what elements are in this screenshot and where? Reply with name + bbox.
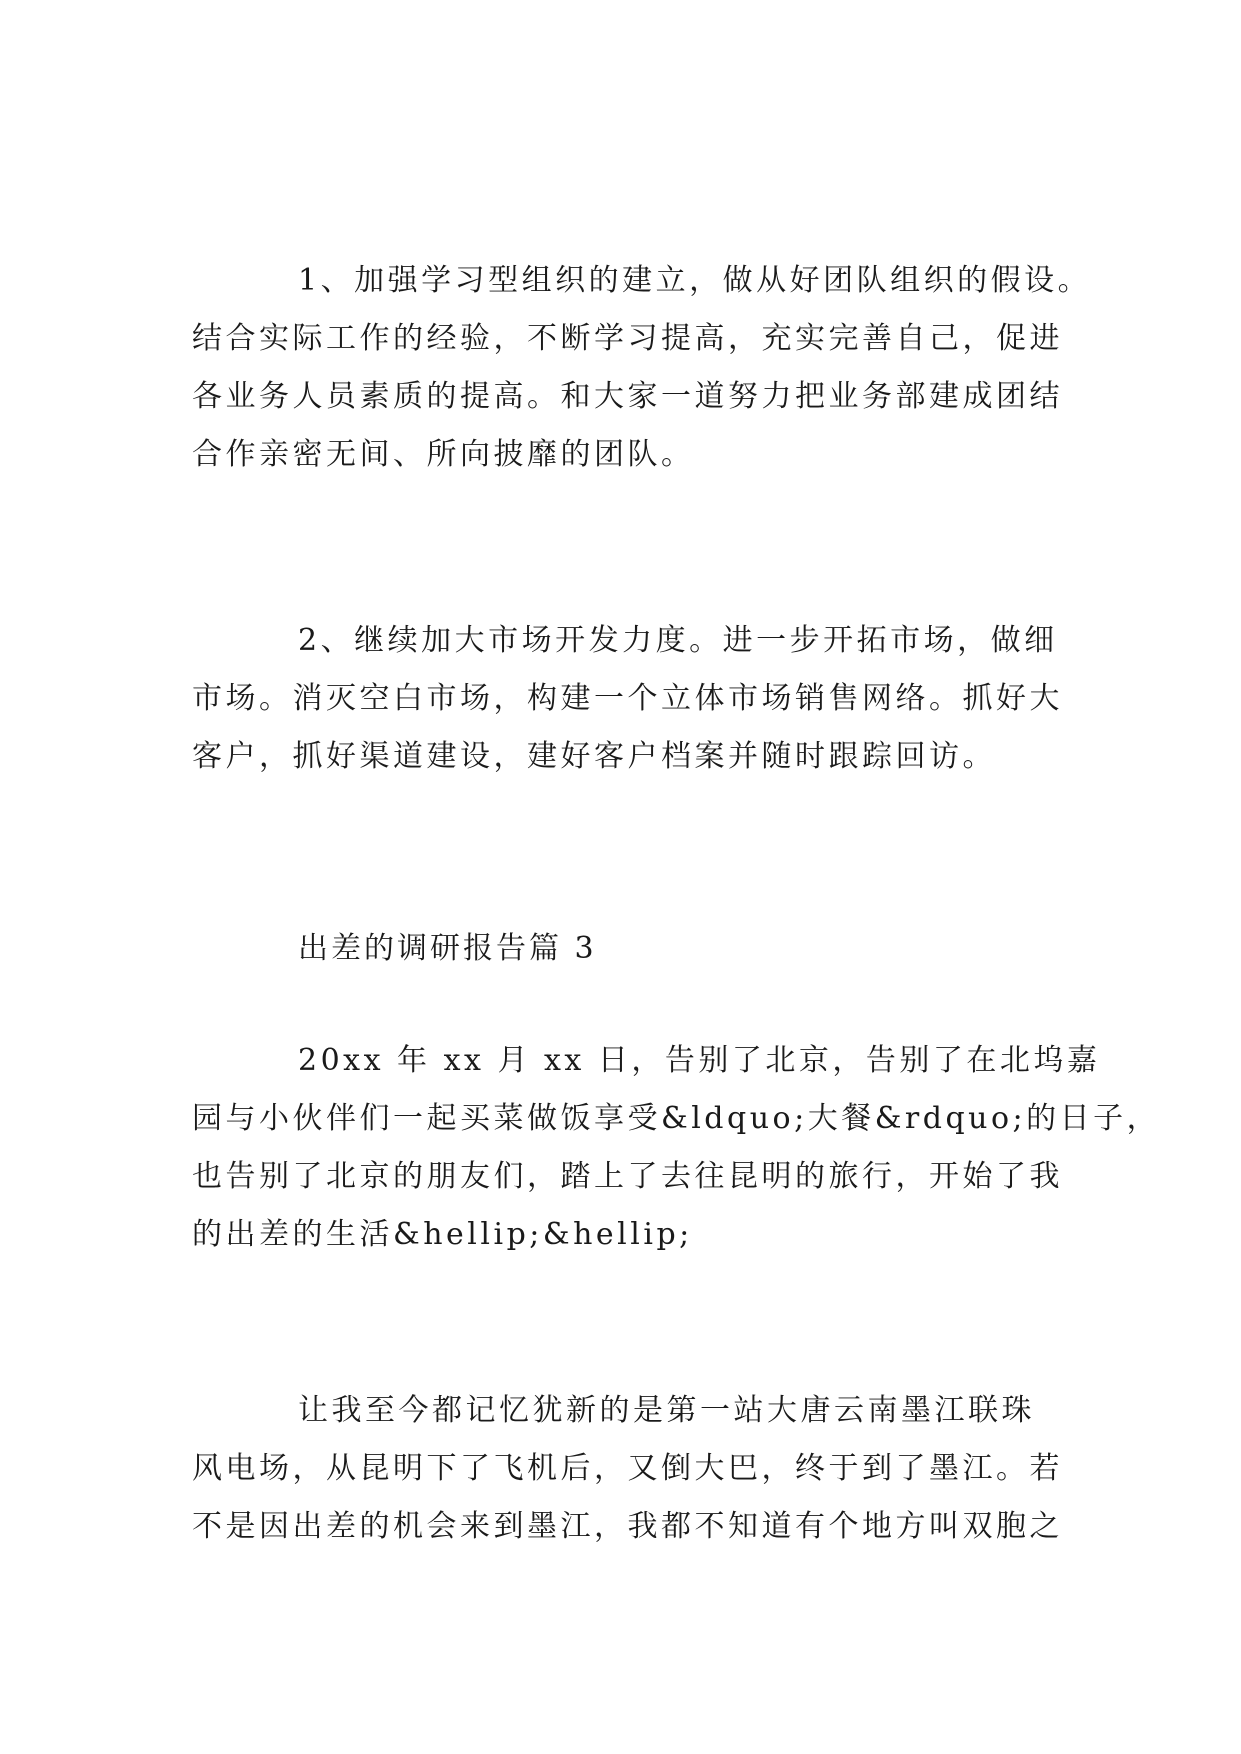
paragraph-1: [192, 252, 1092, 484]
paragraph-2: [192, 612, 1072, 786]
paragraph-line: 合作亲密无间、所向披靡的团队。: [192, 437, 695, 472]
section-heading: 出差的调研报告篇 3: [298, 931, 597, 966]
paragraph-line: 各业务人员素质的提高。和大家一道努力把业务部建成团结: [192, 379, 1063, 414]
paragraph-line: 的出差的生活&hellip;&hellip;: [192, 1217, 693, 1252]
paragraph-line: 园与小伙伴们一起买菜做饭享受&ldquo;大餐&rdquo;的日子，: [192, 1101, 1161, 1136]
paragraph-line: 2、继续加大市场开发力度。进一步开拓市场，做细: [298, 623, 1058, 658]
paragraph-4: [192, 1382, 1072, 1556]
paragraph-line: 20xx 年 xx 月 xx 日，告别了北京，告别了在北坞嘉: [298, 1043, 1101, 1078]
paragraph-3: [192, 1032, 1161, 1264]
paragraph-line: 结合实际工作的经验，不断学习提高，充实完善自己，促进: [192, 321, 1063, 356]
paragraph-line: 不是因出差的机会来到墨江，我都不知道有个地方叫双胞之: [192, 1509, 1063, 1544]
paragraph-line: 1、加强学习型组织的建立，做从好团队组织的假设。: [298, 263, 1092, 298]
paragraph-line: 风电场，从昆明下了飞机后，又倒大巴，终于到了墨江。若: [192, 1451, 1063, 1486]
paragraph-line: 市场。消灭空白市场，构建一个立体市场销售网络。抓好大: [192, 681, 1063, 716]
paragraph-line: 也告别了北京的朋友们，踏上了去往昆明的旅行，开始了我: [192, 1159, 1063, 1194]
paragraph-line: 客户，抓好渠道建设，建好客户档案并随时跟踪回访。: [192, 739, 996, 774]
paragraph-line: 让我至今都记忆犹新的是第一站大唐云南墨江联珠: [298, 1393, 1035, 1428]
